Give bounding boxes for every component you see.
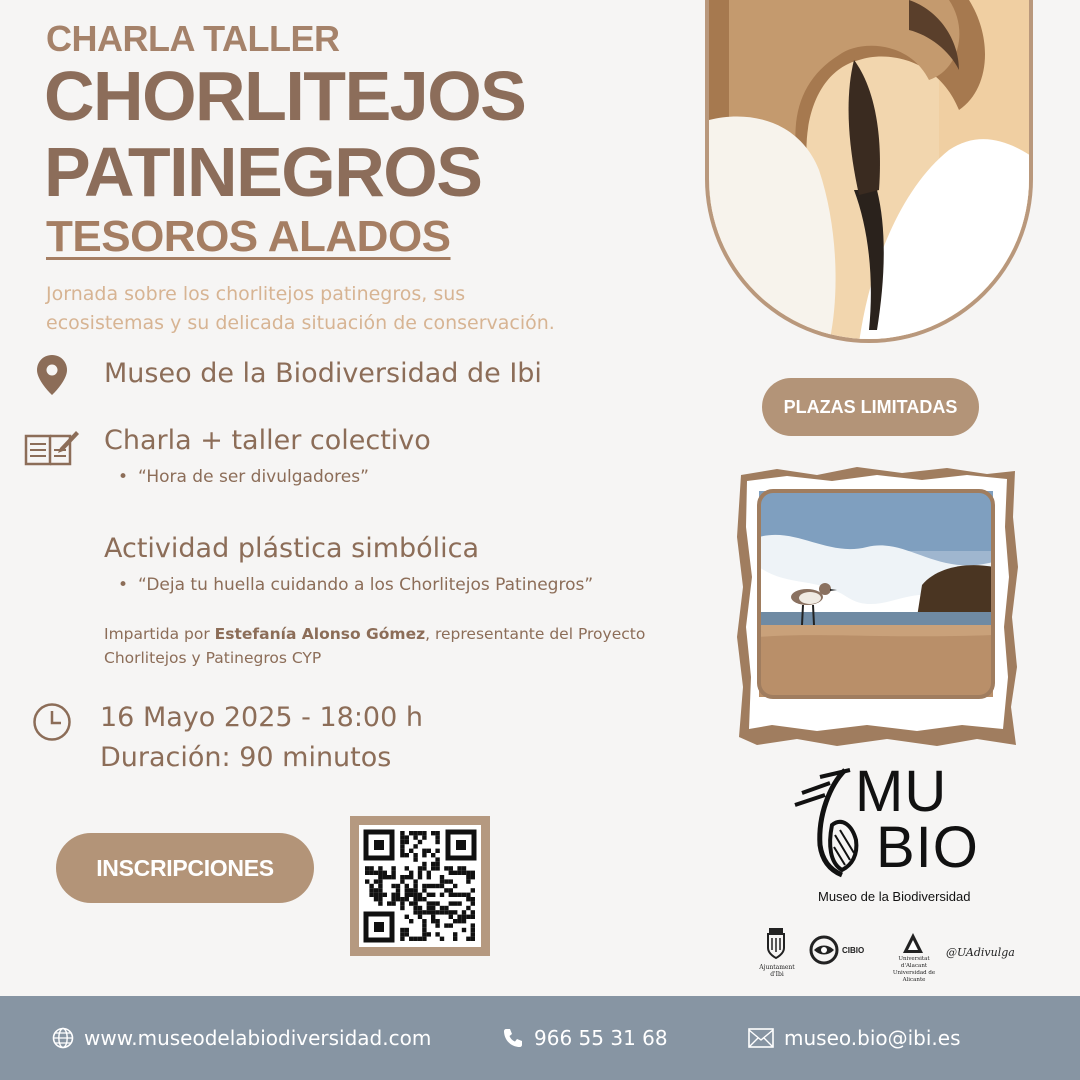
location-text: Museo de la Biodiversidad de Ibi xyxy=(104,358,542,389)
footer-bar xyxy=(0,996,1080,1080)
subtitle: TESOROS ALADOS xyxy=(46,212,451,261)
logo-text-bio: BIO xyxy=(876,815,979,880)
event-duration: Duración: 90 minutos xyxy=(100,742,392,773)
partner-uadivulga: @UAdivulga xyxy=(946,946,1015,959)
map-pin-icon xyxy=(36,354,68,396)
register-button[interactable]: INSCRIPCIONES xyxy=(56,833,314,903)
ua-logo-icon xyxy=(902,932,924,954)
partner-ua: Universitat d'Alacant Universidad de Alicante xyxy=(892,956,936,983)
logo-caption: Museo de la Biodiversidad xyxy=(818,889,971,904)
activity-bullet-2: • “Deja tu huella cuidando a los Chorlitejos Patinegros” xyxy=(118,575,593,595)
book-pen-icon xyxy=(24,428,80,468)
cibio-logo-icon xyxy=(808,934,840,966)
activity-title-1: Charla + taller colectivo xyxy=(104,425,431,456)
phone-text[interactable]: 966 55 31 68 xyxy=(534,1026,668,1050)
title-line-2: PATINEGROS xyxy=(44,133,482,211)
phone-icon xyxy=(502,1027,524,1049)
envelope-icon xyxy=(748,1028,774,1048)
footer-email[interactable] xyxy=(748,996,961,1080)
partner-cibio: CIBIO xyxy=(842,946,865,955)
qr-code[interactable] xyxy=(347,813,493,959)
title-line-1: CHORLITEJOS xyxy=(44,57,526,135)
globe-icon xyxy=(52,1027,74,1049)
intro-text xyxy=(46,280,666,338)
activity-bullet-1: • “Hora de ser divulgadores” xyxy=(118,467,369,487)
credit-suffix: , representante del Proyecto Chorlitejos y Patinegros CYP xyxy=(104,625,646,667)
clock-icon xyxy=(32,702,72,742)
speaker-credit xyxy=(104,622,664,670)
logo-text-mu: MU xyxy=(855,759,948,824)
limited-seats-badge: PLAZAS LIMITADAS xyxy=(762,378,979,436)
partner-logos xyxy=(750,926,1020,983)
email-text[interactable]: museo.bio@ibi.es xyxy=(784,1026,961,1050)
intro-line-2: ecosistemas y su delicada situación de conservación. xyxy=(46,312,555,334)
partner-ajuntament: Ajuntament d'Ibi xyxy=(759,964,795,978)
plover-beach-photo xyxy=(737,467,1018,747)
credit-prefix: Impartida por xyxy=(104,625,215,643)
page-title xyxy=(44,58,525,210)
speaker-name: Estefanía Alonso Gómez xyxy=(214,625,426,643)
footer-phone[interactable] xyxy=(502,996,668,1080)
website-text[interactable]: www.museodelabiodiversidad.com xyxy=(84,1026,432,1050)
ajuntament-ibi-shield-icon xyxy=(766,928,786,960)
pre-title: CHARLA TALLER xyxy=(46,18,340,59)
activity-title-2: Actividad plástica simbólica xyxy=(104,533,480,564)
event-date: 16 Mayo 2025 - 18:00 h xyxy=(100,702,423,733)
plover-closeup-photo xyxy=(705,0,1033,343)
footer-website[interactable] xyxy=(52,996,431,1080)
intro-line-1: Jornada sobre los chorlitejos patinegros, sus xyxy=(46,283,466,305)
